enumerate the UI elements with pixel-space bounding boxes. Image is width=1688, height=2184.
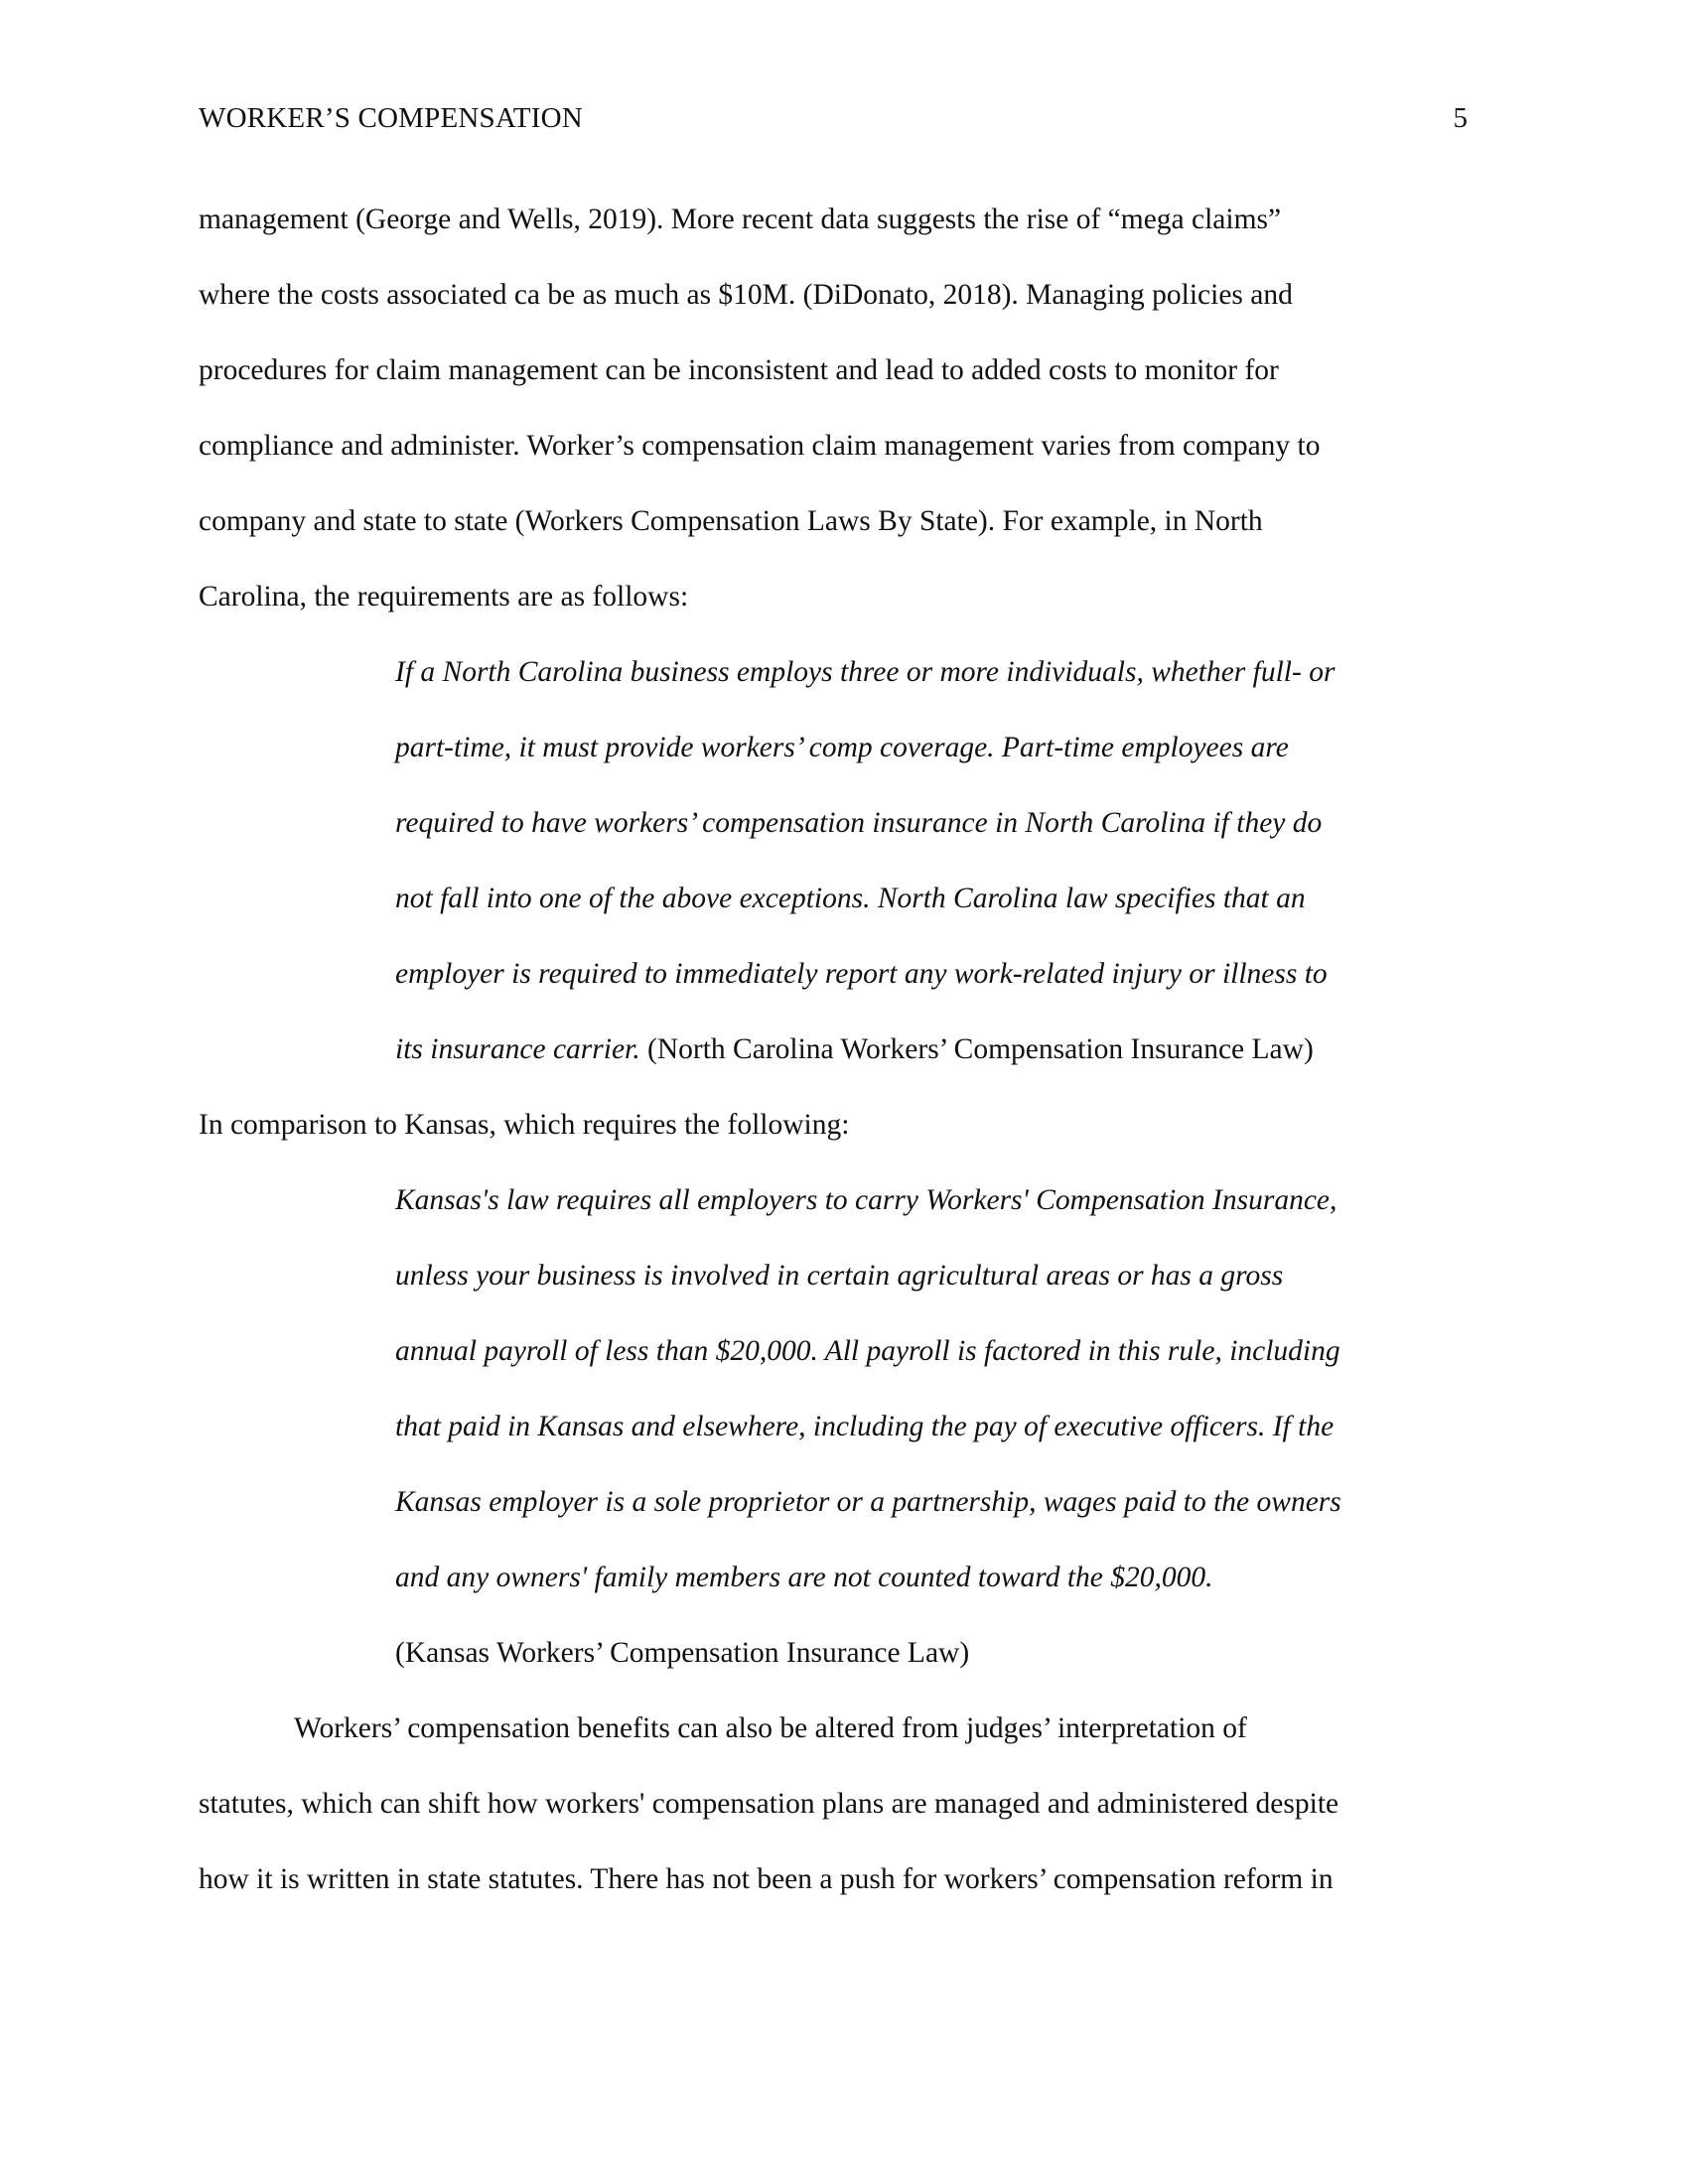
page-number: 5 bbox=[1453, 102, 1468, 134]
body-line: Workers’ compensation benefits can also be altered from judges’ interpretation of bbox=[294, 1712, 1247, 1744]
block-quote-text: its insurance carrier. bbox=[395, 1033, 640, 1065]
body-line: where the costs associated ca be as much as $10M. (DiDonato, 2018). Managing policies and bbox=[199, 279, 1293, 311]
body-line: management (George and Wells, 2019). More recent data suggests the rise of “mega claims” bbox=[199, 204, 1282, 235]
block-quote-line: If a North Carolina business employs three or more individuals, whether full- or bbox=[395, 656, 1336, 688]
body-line: statutes, which can shift how workers' compensation plans are managed and administered despite bbox=[199, 1788, 1339, 1820]
block-quote-line: that paid in Kansas and elsewhere, including the pay of executive officers. If the bbox=[395, 1411, 1335, 1442]
citation: (Kansas Workers’ Compensation Insurance Law) bbox=[395, 1637, 970, 1669]
body-line: compliance and administer. Worker’s compensation claim management varies from company to bbox=[199, 430, 1321, 462]
block-quote-line: unless your business is involved in certain agricultural areas or has a gross bbox=[395, 1260, 1284, 1292]
body-line: Carolina, the requirements are as follows: bbox=[199, 581, 689, 613]
citation: (North Carolina Workers’ Compensation Insurance Law) bbox=[639, 1033, 1314, 1065]
block-quote-line: Kansas's law requires all employers to carry Workers' Compensation Insurance, bbox=[395, 1184, 1337, 1216]
block-quote-last-line bbox=[395, 1030, 1314, 1068]
body-line: procedures for claim management can be inconsistent and lead to added costs to monitor for bbox=[199, 354, 1279, 386]
block-quote-line: part-time, it must provide workers’ comp coverage. Part-time employees are bbox=[395, 732, 1289, 763]
block-quote-line: annual payroll of less than $20,000. All payroll is factored in this rule, including bbox=[395, 1335, 1340, 1367]
block-quote-line: and any owners' family members are not counted toward the $20,000. bbox=[395, 1562, 1213, 1593]
block-quote-line: employer is required to immediately report any work-related injury or illness to bbox=[395, 958, 1328, 990]
running-head: WORKER’S COMPENSATION bbox=[199, 102, 583, 134]
body-line: In comparison to Kansas, which requires the following: bbox=[199, 1109, 850, 1141]
block-quote-line: Kansas employer is a sole proprietor or a partnership, wages paid to the owners bbox=[395, 1486, 1341, 1518]
block-quote-line: not fall into one of the above exceptions. North Carolina law specifies that an bbox=[395, 883, 1306, 914]
body-line: company and state to state (Workers Compensation Laws By State). For example, in North bbox=[199, 505, 1263, 537]
block-quote-line: required to have workers’ compensation insurance in North Carolina if they do bbox=[395, 807, 1323, 839]
body-line: how it is written in state statutes. There has not been a push for workers’ compensation reform in bbox=[199, 1863, 1334, 1895]
